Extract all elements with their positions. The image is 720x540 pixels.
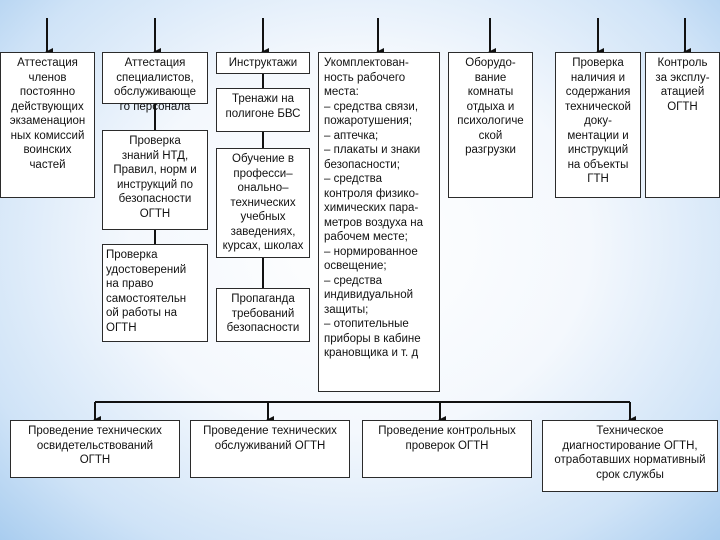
box-check-ntd-knowledge: Проверка знаний НТД, Правил, норм и инструкций по безопасности ОГТН bbox=[102, 130, 208, 230]
box-technical-diagnostics: Техническое диагностирование ОГТН, отработавших нормативный срок службы bbox=[542, 420, 718, 492]
box-vocational-training: Обучение в професси– онально– технических учебных заведениях, курсах, школах bbox=[216, 148, 310, 258]
box-rest-room-equipment: Оборудо- вание комнаты отдыха и психологиче ской разгрузки bbox=[448, 52, 533, 198]
box-technical-documentation-check: Проверка наличия и содержания технической доку- ментации и инструкций на объекты ГТН bbox=[555, 52, 641, 198]
box-technical-maintenance: Проведение технических обслуживаний ОГТН bbox=[190, 420, 350, 478]
box-attestation-specialists: Аттестация специалистов, обслуживающе го персонала bbox=[102, 52, 208, 104]
box-workplace-equipment: Укомплектован- ность рабочего места: – средства связи, пожаротушения; – аптечка; – плакаты и знаки безопасности; – средства контроля физико- химических пара- метров воздуха на рабочем месте; – нормированное освещение; – средства индивидуальной защиты; – отопительные приборы в кабине крановщика и т. д bbox=[318, 52, 440, 392]
box-control-checks: Проведение контрольных проверок ОГТН bbox=[362, 420, 532, 478]
box-training-bvs: Тренажи на полигоне БВС bbox=[216, 88, 310, 132]
box-briefings: Инструктажи bbox=[216, 52, 310, 74]
box-technical-inspections: Проведение технических освидетельствований ОГТН bbox=[10, 420, 180, 478]
box-attestation-commissions: Аттестация членов постоянно действующих экзаменацион ных комиссий воинских частей bbox=[0, 52, 95, 198]
box-operation-control: Контроль за эксплу- атацией ОГТН bbox=[645, 52, 720, 198]
box-safety-promotion: Пропаганда требований безопасности bbox=[216, 288, 310, 342]
box-check-certificates: Проверка удостоверений на право самостоятельн ой работы на ОГТН bbox=[102, 244, 208, 342]
